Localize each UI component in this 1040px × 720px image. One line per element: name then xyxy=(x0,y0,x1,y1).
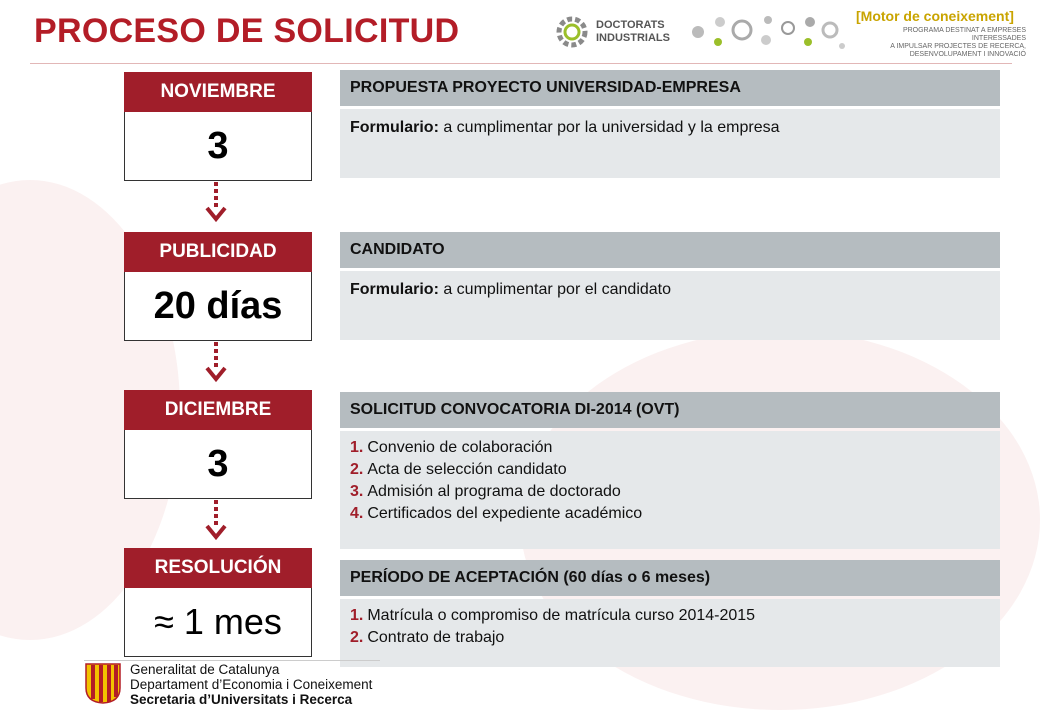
phase-value: ≈ 1 mes xyxy=(124,588,312,657)
phase-header: PUBLICIDAD xyxy=(124,232,312,272)
box-body xyxy=(340,431,1000,549)
down-arrow-icon xyxy=(204,500,228,542)
doctorats-industrials-logo xyxy=(556,10,848,54)
box-body xyxy=(340,271,1000,340)
motor-coneixement-logo xyxy=(856,8,1026,58)
science-icons xyxy=(684,10,848,54)
list-item: 2. Acta de selección candidato xyxy=(350,461,567,478)
box-text: a cumplimentar por el candidato xyxy=(438,281,672,298)
phase-publicidad xyxy=(124,232,312,341)
down-arrow-icon xyxy=(204,342,228,384)
box-label: Formulario: xyxy=(350,281,439,298)
phase-value: 3 xyxy=(124,430,312,499)
phase-value: 20 días xyxy=(124,272,312,341)
phase-resolucion xyxy=(124,548,312,657)
box-header: SOLICITUD CONVOCATORIA DI-2014 (OVT) xyxy=(340,392,1000,428)
phase-value: 3 xyxy=(124,112,312,181)
list-item: 3. Admisión al programa de doctorado xyxy=(350,483,621,500)
box-header: CANDIDATO xyxy=(340,232,1000,268)
list-item: 4. Certificados del expediente académico xyxy=(350,505,643,522)
phase-noviembre xyxy=(124,72,312,181)
gear-logo-icon xyxy=(556,16,588,48)
motor-title: [Motor de coneixement] xyxy=(856,8,1014,24)
down-arrow-icon xyxy=(204,182,228,224)
doctorats-text: DOCTORATS INDUSTRIALS xyxy=(596,19,670,44)
box-header: PERÍODO DE ACEPTACIÓN (60 días o 6 meses) xyxy=(340,560,1000,596)
phase-header: RESOLUCIÓN xyxy=(124,548,312,588)
title-divider xyxy=(30,63,1012,64)
box-solicitud xyxy=(340,392,1000,549)
box-header: PROPUESTA PROYECTO UNIVERSIDAD-EMPRESA xyxy=(340,70,1000,106)
box-propuesta xyxy=(340,70,1000,178)
box-text: a cumplimentar por la universidad y la empresa xyxy=(438,119,780,136)
footer-text: Generalitat de Catalunya Departament d’Economia i Coneixement Secretaria d’Universitats i Recerca xyxy=(130,662,373,707)
box-candidato xyxy=(340,232,1000,340)
page-title: PROCESO DE SOLICITUD xyxy=(34,12,460,50)
box-body xyxy=(340,109,1000,178)
phase-diciembre xyxy=(124,390,312,499)
phase-header: NOVIEMBRE xyxy=(124,72,312,112)
motor-subtitle: PROGRAMA DESTINAT A EMPRESES INTERESSADES A IMPULSAR PROJECTES DE RECERCA, DESENVOLUPAMENT I INNOVACIÓ xyxy=(890,27,1026,58)
list-item: 2. Contrato de trabajo xyxy=(350,629,505,646)
phase-header: DICIEMBRE xyxy=(124,390,312,430)
box-body xyxy=(340,599,1000,667)
generalitat-logo xyxy=(84,660,384,710)
catalan-shield-icon xyxy=(84,662,122,704)
list-item: 1. Convenio de colaboración xyxy=(350,439,553,456)
list-item: 1. Matrícula o compromiso de matrícula curso 2014-2015 xyxy=(350,607,756,624)
box-label: Formulario: xyxy=(350,119,439,136)
box-aceptacion xyxy=(340,560,1000,667)
